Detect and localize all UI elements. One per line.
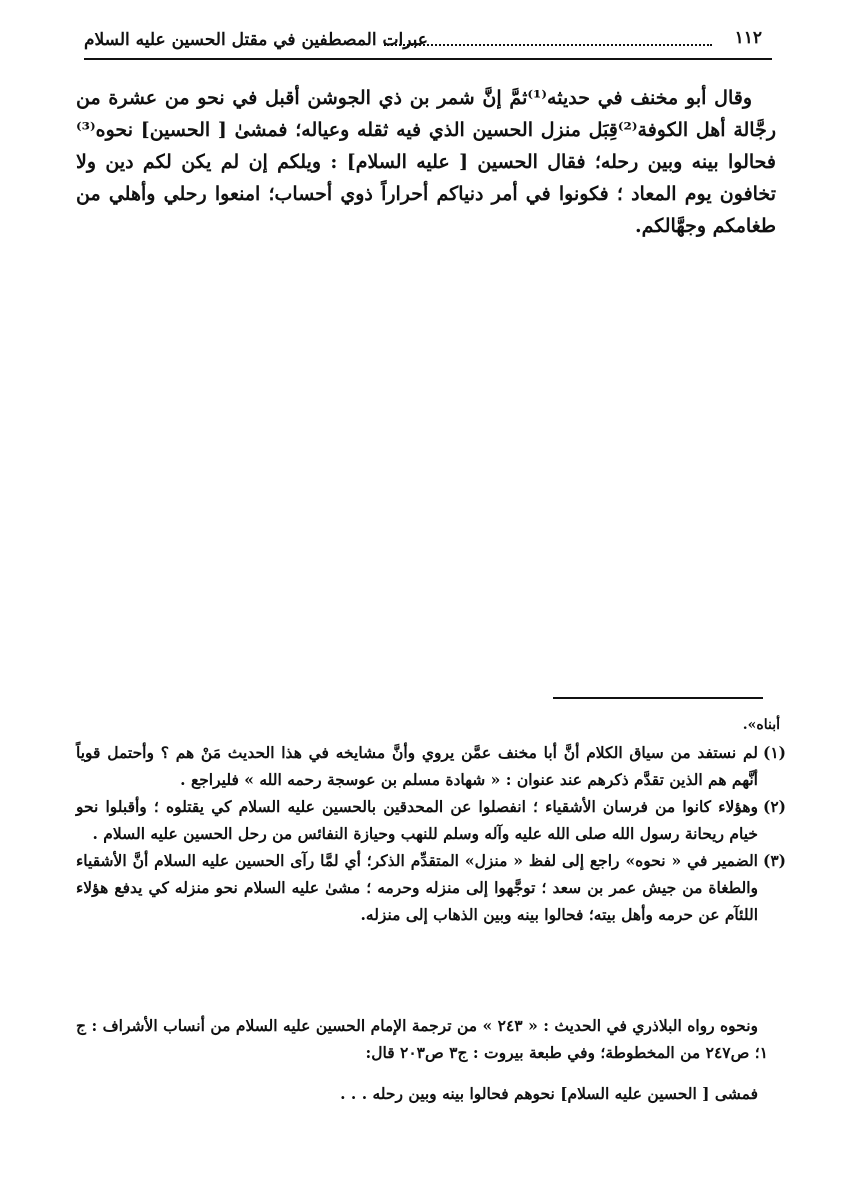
footnote-separator [553,697,763,699]
main-paragraph: وقال أبو مخنف في حديثه⁽¹⁾ثمَّ إنَّ شمر بن ذي الجوشن أقبل في نحو من عشرة من رجَّالة أهل الكوفة⁽²⁾قِبَل منزل الحسين الذي فيه ثقله وعياله؛ فمشىٰ [ الحسين] نحوه⁽³⁾ فحالوا بينه وبين رحله؛ فقال الحسين [ عليه السلام] : ويلكم إن لم يكن لكم دين ولا تخافون يوم المعاد ؛ فكونوا في أمر دنياكم أحراراً ذوي أحساب؛ امنعوا رحلي وأهلي من طغامكم وجهَّالكم. [76,87,777,237]
footnote-text: لم نستفد من سياق الكلام أنَّ أبا مخنف عمَّن يروي وأنَّ مشايخه في هذا الحديث مَنْ هم ؟ وأحتمل قوياً أنَّهم هم الذين تقدَّم ذكرهم عند عنوان : « شهادة مسلم بن عوسجة رحمه الله » فليراجع . [76,743,758,789]
footnote-text: وهؤلاء كانوا من فرسان الأشقياء ؛ انفصلوا عن المحدقين بالحسين عليه السلام كي يقتلوه ؛ وأقبلوا نحو خيام ريحانة رسول الله صلى الله عليه وآله وسلم للنهب وحيازة النفائس من رحل الحسين عليه السلام . [76,797,758,843]
running-title: عبرات المصطفين في مقتل الحسين عليه السلام [84,30,428,50]
source-note [76,1012,768,1121]
page-header [84,22,772,60]
source-citation: ونحوه رواه البلاذري في الحديث : « ٢٤٣ » من ترجمة الإمام الحسين عليه السلام من أنساب الأشراف : ج ١؛ ص٢٤٧ من المخطوطة؛ وفي طبعة بيروت : ج٣ ص٢٠٣ قال: [76,1016,768,1062]
footnote-text: الضمير في « نحوه» راجع إلى لفظ « منزل» المتقدِّم الذكر؛ أي لمَّا رآى الحسين عليه السلام أنَّ الأشقياء والطغاة من جيش عمر بن سعد ؛ توجَّهوا إلى منزله وحرمه ؛ مشىٰ عليه السلام نحو منزله كي يدفع هؤلاء اللئآم عن حرمه وأهل بيته؛ فحالوا بينه وبين الذهاب إلى منزله. [76,851,758,924]
dotted-leader [384,44,712,46]
footnote-2 [76,793,786,847]
main-text [76,82,776,242]
page-number: ١١٢ [734,28,762,48]
footnote-carryover: أبناه». [742,717,780,733]
footnote-3 [76,847,786,928]
footnote-1 [76,739,786,793]
source-quote: فمشى [ الحسين عليه السلام] نحوهم فحالوا بينه وبين رحله . . . [340,1084,758,1103]
footnote-number: (٢) [762,797,786,816]
footnotes [76,712,786,928]
footnote-number: (١) [762,743,786,762]
footnote-number: (٣) [762,851,786,870]
